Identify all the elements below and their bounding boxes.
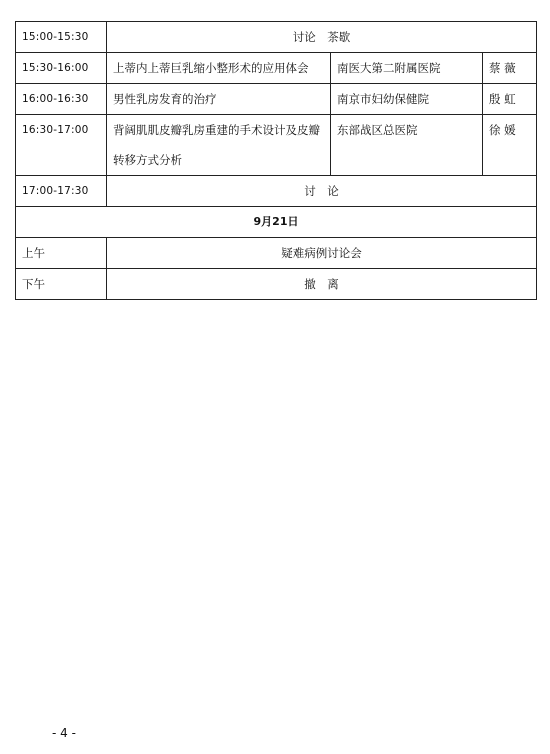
unit-cell: 南医大第二附属医院 [331,53,483,84]
unit-cell: 南京市妇幼保健院 [331,84,483,115]
table-row [16,115,537,176]
time-cell: 上午 [16,238,107,269]
event-cell: 讨论 茶歇 [107,22,537,53]
speaker-cell: 徐 媛 [483,115,537,176]
topic-cell: 男性乳房发育的治疗 [107,84,331,115]
event-cell: 撤 离 [107,269,537,300]
table-row [16,53,537,84]
topic-cell: 背阔肌肌皮瓣乳房重建的手术设计及皮瓣转移方式分析 [107,115,331,176]
time-cell: 15:30-16:00 [16,53,107,84]
table-row [16,84,537,115]
table-row [16,22,537,53]
event-cell: 讨 论 [107,176,537,207]
time-cell: 15:00-15:30 [16,22,107,53]
unit-cell: 东部战区总医院 [331,115,483,176]
page-number: - 4 - [52,726,76,740]
table-row [16,269,537,300]
time-cell: 16:30-17:00 [16,115,107,176]
table-row [16,176,537,207]
topic-cell: 上蒂内上蒂巨乳缩小整形术的应用体会 [107,53,331,84]
time-cell: 17:00-17:30 [16,176,107,207]
speaker-cell: 蔡 薇 [483,53,537,84]
schedule-table [15,21,537,300]
date-header: 9月21日 [16,207,537,238]
time-cell: 下午 [16,269,107,300]
speaker-cell: 殷 虹 [483,84,537,115]
event-cell: 疑难病例讨论会 [107,238,537,269]
time-cell: 16:00-16:30 [16,84,107,115]
table-row [16,238,537,269]
date-header-row [16,207,537,238]
